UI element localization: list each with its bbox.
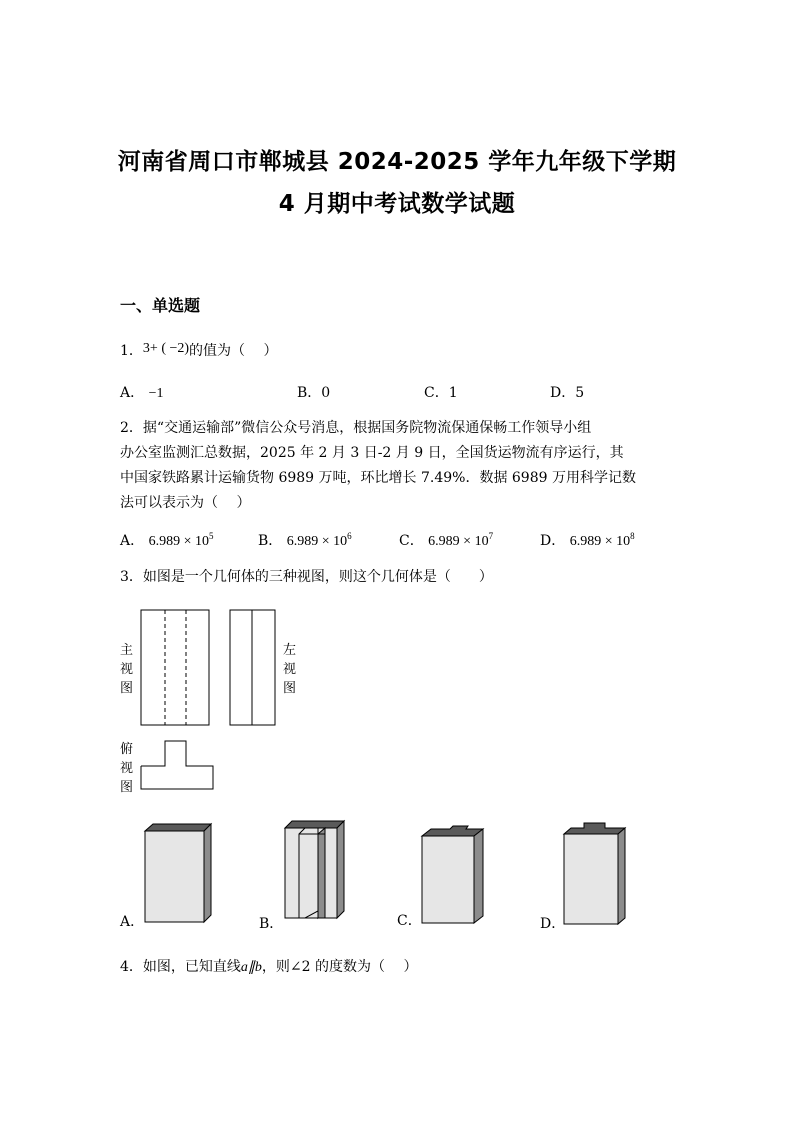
title-line-1: 河南省周口市郸城县 2024-2025 学年九年级下学期	[117, 149, 677, 175]
svg-text:图: 图	[120, 681, 134, 696]
question-3-option-d[interactable]: D．	[540, 916, 566, 932]
left-view	[230, 610, 275, 725]
title-line-2: 4 月期中考试数学试题	[278, 191, 516, 217]
option-b-solid[interactable]	[285, 821, 344, 918]
question-2-line-1: 2．据“交通运输部”微信公众号消息，根据国务院物流保通保畅工作领导小组	[120, 420, 592, 436]
question-2-line-2: 办公室监测汇总数据，2025 年 2 月 3 日-2 月 9 日，全国货运物流有序运行，其	[120, 445, 624, 461]
svg-text:视: 视	[283, 662, 297, 677]
question-1-option-a[interactable]: A． −1	[120, 385, 164, 401]
option-a-solid[interactable]	[145, 824, 211, 922]
svg-text:视: 视	[120, 761, 134, 776]
svg-text:图: 图	[283, 681, 297, 696]
question-2-option-c[interactable]: C． $6.989 \times 10^7$	[399, 531, 494, 549]
question-4-text: 的度数为（ ）	[315, 959, 418, 975]
question-3-option-a[interactable]: A．	[120, 914, 145, 930]
question-4	[120, 955, 417, 980]
question-1-expression: 3+ ( −2)	[142, 341, 190, 356]
question-4-expression: a∥b	[240, 960, 262, 975]
question-4-angle: ，则∠2	[261, 959, 316, 975]
question-3-option-c[interactable]: C．	[397, 913, 422, 929]
question-4-prefix: 4．如图，已知直线	[120, 959, 241, 975]
question-1-number: 1．	[120, 343, 143, 359]
question-2-line-3: 中国家铁路累计运输货物 6989 万吨，环比增长 7.49%．数据 6989 万用科学记数	[120, 470, 636, 486]
question-1-option-c[interactable]: C．1	[424, 385, 458, 401]
front-view	[141, 610, 209, 725]
question-2-option-a[interactable]: A． $6.989 \times 10^5$	[120, 531, 214, 549]
question-1-option-d[interactable]: D．5	[550, 385, 585, 401]
svg-text:左: 左	[283, 643, 297, 658]
option-d-solid[interactable]	[564, 823, 625, 924]
svg-text:视: 视	[120, 662, 134, 677]
section-heading-single-choice: 一、单选题	[120, 296, 201, 315]
question-1-option-b[interactable]: B．0	[297, 385, 331, 401]
question-2-option-b[interactable]: B． $6.989 \times 10^6$	[258, 531, 352, 549]
question-1-text: 的值为（ ）	[189, 343, 278, 359]
question-2-option-d[interactable]: D． $6.989 \times 10^8$	[540, 531, 635, 549]
svg-text:主: 主	[120, 643, 134, 658]
top-view	[141, 741, 213, 789]
left-view-label	[283, 643, 296, 696]
front-view-label	[120, 643, 133, 696]
svg-text:图: 图	[120, 780, 134, 795]
question-3-option-b[interactable]: B．	[259, 916, 284, 932]
question-2-line-4: 法可以表示为（ ）	[120, 495, 251, 511]
option-c-solid[interactable]	[422, 826, 483, 923]
question-3-text: 3．如图是一个几何体的三种视图，则这个几何体是（ ）	[120, 569, 493, 585]
svg-text:俯: 俯	[120, 742, 134, 757]
question-1-option-a-value: −1	[148, 386, 164, 401]
top-view-label	[120, 742, 133, 795]
